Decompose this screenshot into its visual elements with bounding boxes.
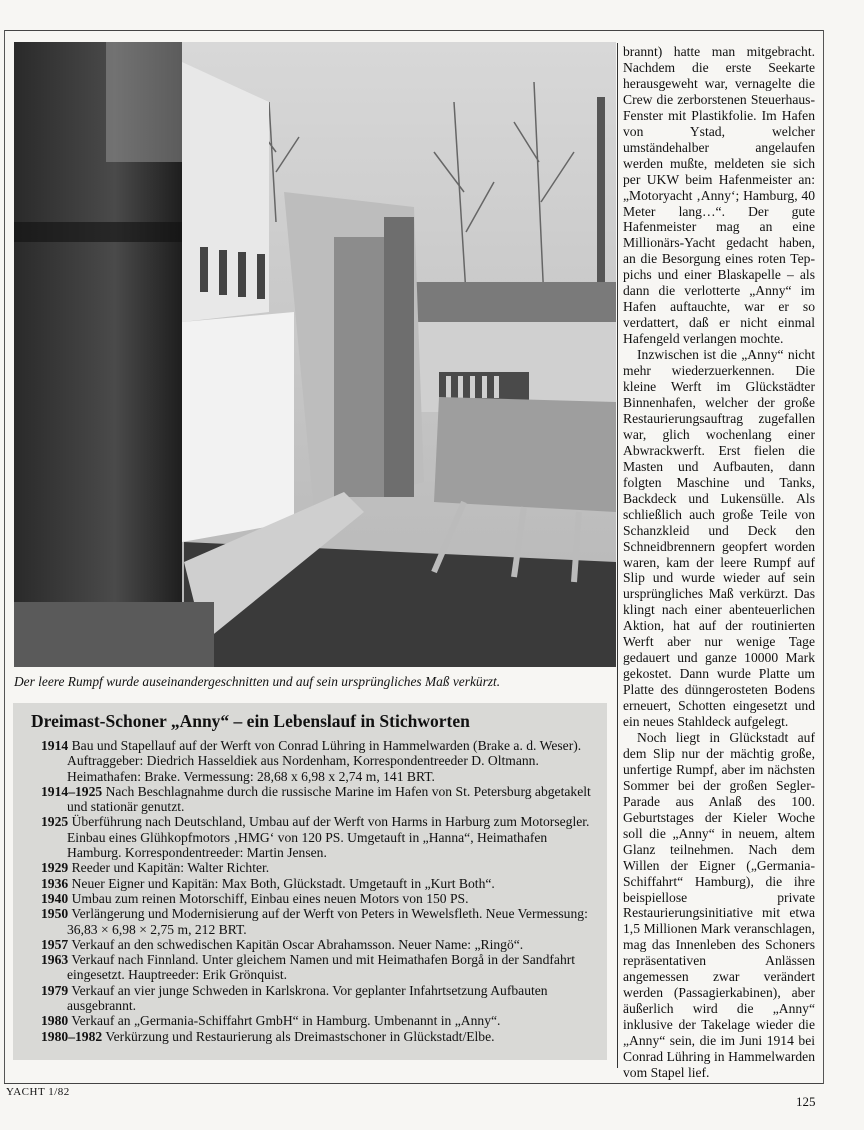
photo-ship-hull — [14, 42, 616, 667]
timeline-entry — [29, 738, 599, 784]
timeline-year: 1957 — [41, 936, 69, 952]
timeline-year: 1950 — [41, 906, 69, 922]
photo-caption: Der leere Rumpf wurde auseinandergeschnitten und auf sein ursprüngliches Maß verkürzt. — [14, 674, 501, 689]
timeline-year: 1980–1982 — [41, 1028, 103, 1044]
article-paragraph: Noch liegt in Glückstadt auf dem Slip nur der mächtig große, unfertige Rumpf, aber im nächsten Sommer bei der großen Segler-Parade aus Anlaß des 100. Geburtstages der Kieler Woche soll die „Anny“ in neuem, altem Glanz teilnehmen. Nach dem Willen der Eigner („Germania-Schiffahrt“ Hamburg), die ihre beispiellose private Restaurierungsinitiative mit etwa 1,5 Millionen Mark veranschlagen, mag das Innenleben des Schoners repräsentativen Anlässen angemessen zwar verändert werden (Passagierkabinen), aber äußerlich wird die „Anny“ inklusive der Takelage wieder die „Anny“ sein, die im Juni 1914 bei Conrad Lühring in Hammelwarden vom Stapel lief. — [623, 729, 815, 1080]
timeline-text: Bau und Stapellauf auf der Werft von Conrad Lühring in Hammelwarden (Brake a. d. Weser). Auftraggeber: Diedrich Hasseldiek aus Nordenham, Korrespondentreeder D. Oltmann. Heimathafen: Brake. Vermessung: 28,68 x 6,98 x 2,74 m, 141 BRT. — [67, 738, 582, 784]
article-paragraph: Inzwischen ist die „Anny“ nicht mehr wiederzuerkennen. Die kleine Werft im Glückstädter Binnenhafen, welcher der große Restaurierungsauftrag zugefallen war, glich wochenlang einer Abwrackwerft. Erst fielen die Masten und Aufbauten, dann folgten Maschine und Tanks, Backdeck und Lukensüllе. Als schließlich auch große Teile von Schanzkleid und Deck den Schneidbrennern geopfert worden waren, kam der leere Rumpf auf Slip und wurde wieder auf sein ursprüngliches Maß verkürzt. Das klingt nach einer abenteuerlichen Aktion, hat auf der routinierten Werft aber nur wenige Tage gedauert und ganze 10000 Mark gekostet. Dann wurde Platte um Platte des dünngerosteten Bodens erneuert, Schotten eingesetzt und ein neues Stahldeck aufgelegt. — [623, 347, 815, 730]
timeline-entry — [29, 906, 599, 937]
timeline-entry — [29, 814, 599, 860]
page-number: 125 — [796, 1094, 816, 1109]
article-paragraph: brannt) hatte man mitgebracht. Nachdem die erste Seekarte herausgeweht war, vernagelte die Crew die zerborstenen Steuerhaus-Fenster mit Plastikfolie. Im Hafen von Ystad, welcher umständehalber angelaufen werden mußte, meldeten sie sich per UKW beim Hafenmeister an: „Motoryacht ‚Anny‘; Hamburg, 40 Meter lang…“. Der gute Hafenmeister mag an eine Millionärs-Yacht gedacht haben, an die Besorgung eines roten Teppichs und einer Blaskapelle – als dann die verlotterte „Anny“ im Hafen auftauchte, war er so verdattert, daß er nicht einmal Hafengeld verlangen mochte. — [623, 44, 815, 347]
timeline-year: 1963 — [41, 952, 69, 968]
timeline-text: Neuer Eigner und Kapitän: Max Both, Glückstadt. Umgetauft in „Kurt Both“. — [71, 875, 495, 891]
magazine-issue: YACHT 1/82 — [6, 1086, 70, 1098]
timeline-text: Nach Beschlagnahme durch die russische Marine im Hafen von St. Petersburg abgetakelt und stationär genutzt. — [67, 783, 591, 815]
timeline-entry — [29, 1013, 599, 1028]
timeline-text: Umbau zum reinen Motorschiff, Einbau eines neuen Motors von 150 PS. — [71, 890, 469, 906]
timeline-year: 1914 — [41, 738, 69, 753]
timeline-text: Verlängerung und Modernisierung auf der Werft von Peters in Wewelsfleth. Neue Vermessung: 36,83 × 6,98 × 2,75 m, 212 BRT. — [67, 906, 588, 937]
timeline-entry — [29, 891, 599, 906]
timeline-entry — [29, 876, 599, 891]
timeline-text: Überführung nach Deutschland, Umbau auf der Werft von Harms in Harburg zum Motorsegler. Einbau eines Glühkopfmotors ‚HMG‘ von 120 PS. Umgetauft in „Hanna“, Heimathafen Hamburg. Korrespondentreeder: Martin Jensen. — [67, 814, 590, 861]
timeline-text: Reeder und Kapitän: Walter Richter. — [71, 860, 270, 876]
timeline-year: 1980 — [41, 1013, 69, 1029]
timeline-year: 1940 — [41, 890, 69, 906]
timeline-text: Verkauf an vier junge Schweden in Karlskrona. Vor geplanter Infahrtsetzung Aufbauten ausgebrannt. — [67, 982, 548, 1014]
timeline-text: Verkauf an den schwedischen Kapitän Oscar Abrahamsson. Neuer Name: „Ringö“. — [71, 936, 524, 952]
timeline-entry — [29, 1029, 599, 1044]
timeline-year: 1936 — [41, 875, 69, 891]
column-rule — [617, 43, 618, 1068]
timeline-text: Verkauf an „Germania-Schiffahrt GmbH“ in Hamburg. Umbenannt in „Anny“. — [71, 1013, 501, 1029]
timeline-title: Dreimast-Schoner „Anny“ – ein Lebenslauf in Stichworten — [31, 711, 470, 731]
timeline-entry — [29, 952, 599, 983]
timeline-entry — [29, 937, 599, 952]
timeline-year: 1929 — [41, 860, 69, 876]
bottom-rule — [4, 1083, 823, 1084]
timeline-entry — [29, 860, 599, 875]
timeline-entry — [29, 784, 599, 815]
timeline-year: 1925 — [41, 814, 69, 830]
timeline-list — [23, 738, 599, 1044]
timeline-text: Verkürzung und Restaurierung als Dreimastschoner in Glückstadt/Elbe. — [105, 1028, 495, 1044]
timeline-box — [13, 703, 607, 1060]
timeline-year: 1914–1925 — [41, 783, 103, 799]
timeline-entry — [29, 983, 599, 1014]
timeline-text: Verkauf nach Finnland. Unter gleichem Namen und mit Heimathafen Borgå in der Sandfahrt eingesetzt. Hauptreeder: Erik Grönquist. — [67, 952, 576, 983]
timeline-year: 1979 — [41, 982, 69, 998]
article-column — [623, 44, 815, 1081]
